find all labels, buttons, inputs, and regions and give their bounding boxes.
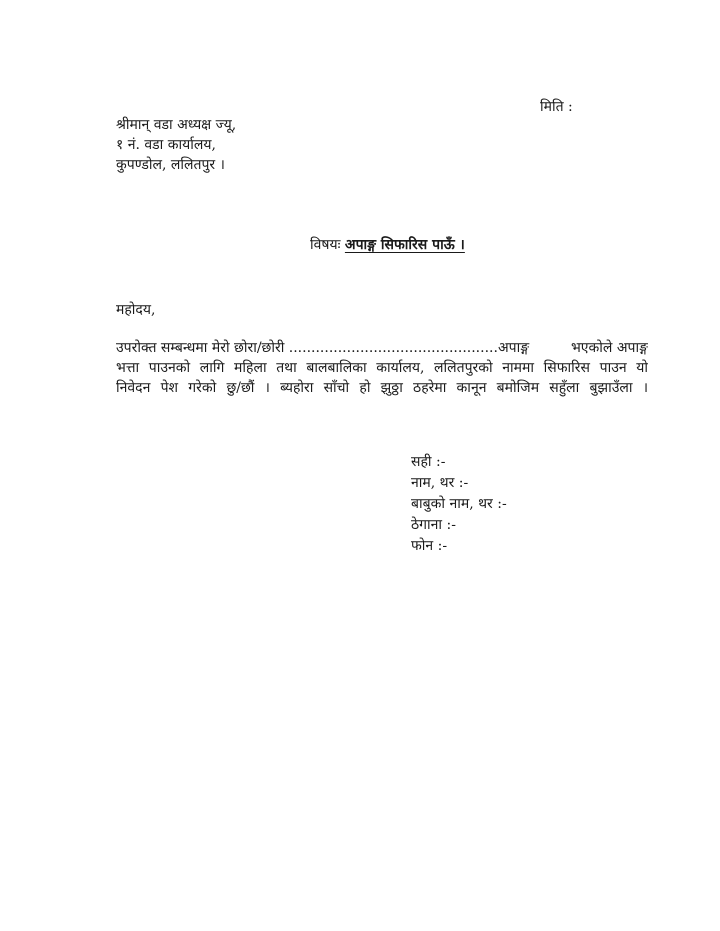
subject-label: विषयः — [310, 237, 341, 253]
body-line-1-start: उपरोक्त सम्बन्धमा मेरो छोरा/छोरी ...............................................अपाङ्ग — [116, 340, 530, 356]
recipient-address — [116, 115, 236, 175]
signature-father-name: बाबुको नाम, थर :- — [411, 496, 507, 512]
letter-body — [116, 338, 648, 398]
signature-sign: सही :- — [411, 454, 446, 470]
body-line-1 — [116, 338, 648, 358]
signature-phone: फोन :- — [411, 538, 448, 554]
signature-name: नाम, थर :- — [411, 475, 469, 491]
salutation: महोदय, — [116, 302, 156, 318]
recipient-line-1: श्रीमान् वडा अध्यक्ष ज्यू, — [116, 117, 237, 133]
signature-address: ठेगाना :- — [411, 517, 456, 533]
subject-text: अपाङ्ग सिफारिस पाऊँ । — [344, 237, 465, 253]
body-line-2: भत्ता पाउनको लागि महिला तथा बालबालिका कार्यालय, ललितपुरको नाममा सिफारिस पाउन यो — [116, 360, 648, 376]
date-label: मिति : — [540, 99, 573, 115]
recipient-line-3: कुपण्डोल, ललितपुर । — [116, 157, 225, 173]
subject-line — [310, 235, 465, 254]
signature-block — [411, 452, 507, 557]
body-line-1-end: भएकोले अपाङ्ग — [570, 340, 648, 356]
body-line-3: निवेदन पेश गरेको छु/छौं । ब्यहोरा साँचो हो झुठ्ठा ठहरेमा कानून बमोजिम सहुँला बुझाउँला । — [116, 380, 648, 396]
recipient-line-2: १ नं. वडा कार्यालय, — [116, 137, 216, 153]
